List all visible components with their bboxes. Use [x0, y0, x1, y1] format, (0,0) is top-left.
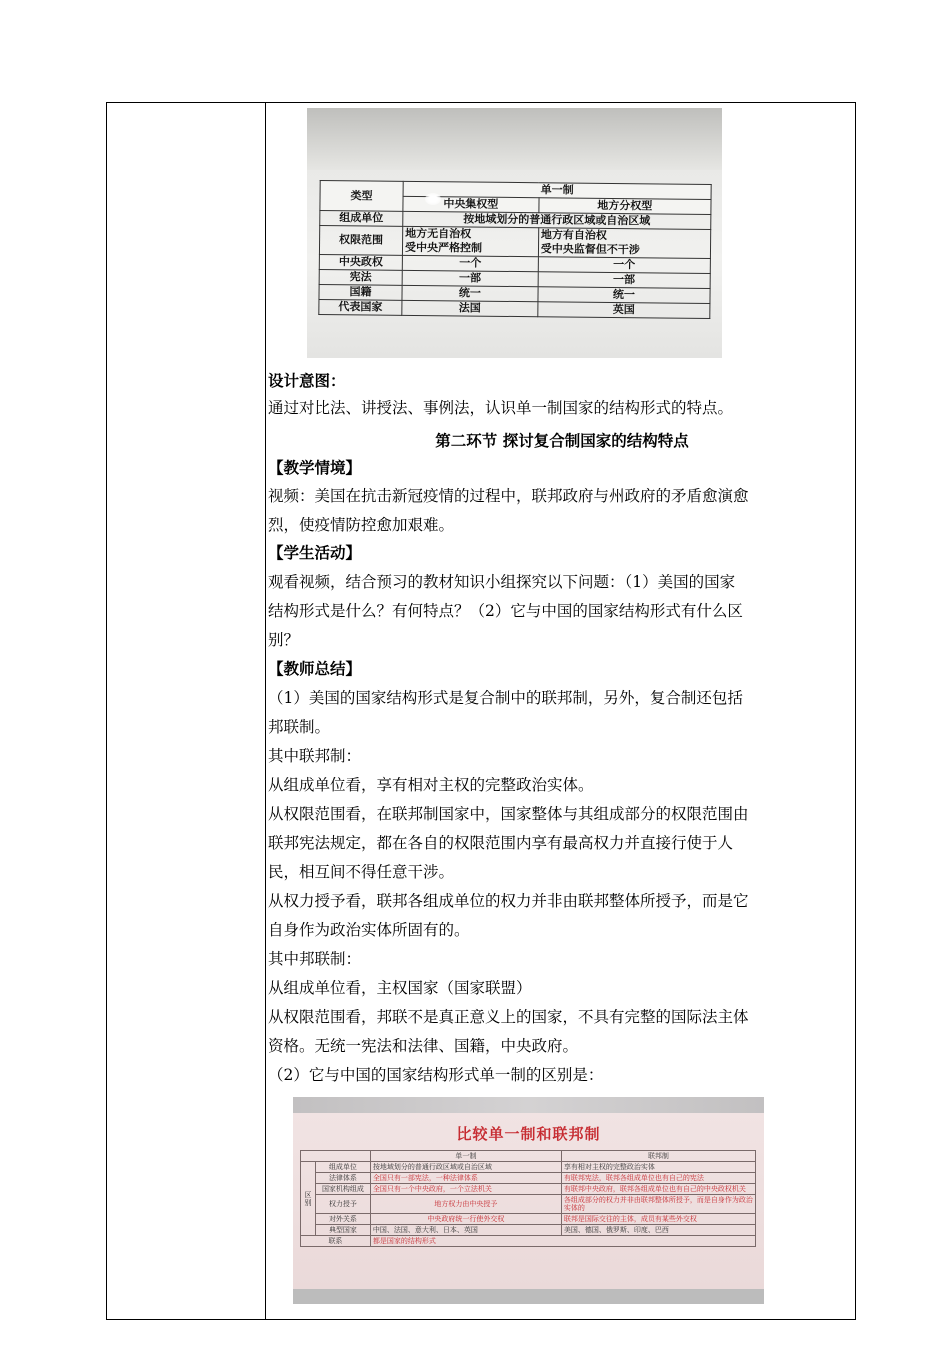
row-cell-a: 统一 [402, 285, 538, 301]
summary-line: 从权限范围看，在联邦制国家中，国家整体与其组成部分的权限范围由 [268, 805, 749, 823]
unitary-system-table [318, 180, 711, 319]
row-cell-b: 一个 [538, 257, 710, 274]
row-label: 法律体系 [316, 1173, 371, 1184]
activity-heading: 【学生活动】 [268, 544, 362, 562]
summary-line: 其中联邦制： [268, 747, 362, 765]
row-cell-b: 享有相对主权的完整政治实体 [561, 1162, 755, 1173]
summary-line: 从权力授予看，联邦各组成单位的权力并非由联邦整体所授予，而是它 [268, 892, 749, 910]
row-cell-a: 地方无自治权 受中央严格控制 [402, 226, 538, 256]
design-text: 通过对比法、讲授法、事例法，认识单一制国家的结构形式的特点。 [268, 399, 734, 417]
light-glare [425, 193, 441, 205]
row-cell-a: 全国只有一个中央政府，一个立法机关 [370, 1184, 561, 1195]
row-label: 国籍 [319, 284, 402, 300]
taskbar-strip [293, 1289, 764, 1304]
row-cell-b: 有联邦中央政府，联邦各组成单位也有自己的中央政权机关 [561, 1184, 755, 1195]
row-cell-b: 英国 [538, 302, 710, 319]
row-cell-b: 一部 [538, 272, 710, 289]
header-unitary: 单一制 [403, 181, 711, 199]
summary-line: 邦联制。 [268, 718, 331, 736]
summary-line: 资格。无统一宪法和法律、国籍，中央政府。 [268, 1037, 579, 1055]
photo-shadow [307, 108, 722, 170]
row-cell-a: 中央政府统一行使外交权 [370, 1214, 561, 1225]
comparison-slide-photo [293, 1097, 764, 1304]
link-label: 联系 [301, 1236, 371, 1247]
activity-line: 观看视频，结合预习的教材知识小组探究以下问题：（1）美国的国家 [268, 573, 736, 591]
design-heading: 设计意图： [268, 372, 346, 390]
subheader-decentralized: 地方分权型 [539, 198, 711, 215]
col-unitary: 单一制 [370, 1151, 561, 1162]
header-type: 类型 [320, 180, 403, 211]
summary-line: 从组成单位看，主权国家（国家联盟） [268, 979, 532, 997]
row-cell-a: 法国 [402, 300, 538, 316]
toolbar-strip [293, 1097, 764, 1113]
activity-line: 结构形式是什么？有何特点？（2）它与中国的国家结构形式有什么区 [268, 602, 743, 620]
summary-line: 从组成单位看，享有相对主权的完整政治实体。 [268, 776, 594, 794]
unitary-system-table-photo [307, 108, 722, 358]
row-cell-b: 各组成部分的权力并非由联邦整体所授予，而是自身作为政治实体的 [561, 1195, 755, 1214]
row-label: 权限范围 [319, 225, 402, 255]
section-title: 第二环节 探讨复合制国家的结构特点 [435, 432, 689, 450]
row-label: 对外关系 [316, 1214, 371, 1225]
situation-line: 视频：美国在抗击新冠疫情的过程中，联邦政府与州政府的矛盾愈演愈 [268, 487, 749, 505]
comparison-table [300, 1150, 756, 1247]
summary-line: 自身作为政治实体所固有的。 [268, 921, 470, 939]
row-label: 中央政权 [319, 254, 402, 270]
side-label: 区别 [301, 1162, 316, 1236]
col-federal: 联邦制 [561, 1151, 755, 1162]
summary-line: 其中邦联制： [268, 950, 362, 968]
link-text: 都是国家的结构形式 [370, 1236, 755, 1247]
activity-line: 别？ [268, 631, 300, 649]
row-cell-a: 全国只有一部宪法，一种法律体系 [370, 1173, 561, 1184]
corner-cell [301, 1151, 371, 1162]
summary-line: 联邦宪法规定，都在各自的权限范围内享有最高权力并直接行使于人 [268, 834, 734, 852]
subheader-centralized: 中央集权型 [403, 196, 539, 212]
row-cell-b: 统一 [538, 287, 710, 304]
row-label: 典型国家 [316, 1225, 371, 1236]
summary-line: 民，相互间不得任意干涉。 [268, 863, 455, 881]
situation-line: 烈，使疫情防控愈加艰难。 [268, 516, 455, 534]
row-cell-a: 按地域划分的普通行政区域或自治区域 [370, 1162, 561, 1173]
column-divider [265, 102, 266, 1320]
row-cell-b: 联邦是国际交往的主体，成员有某些外交权 [561, 1214, 755, 1225]
row-cell-b: 美国、德国、俄罗斯、印度、巴西 [561, 1225, 755, 1236]
slide-title: 比较单一制和联邦制 [456, 1125, 601, 1143]
row-merged-cell: 按地域划分的普通行政区域或自治区域 [403, 211, 711, 229]
row-cell-a: 一个 [402, 255, 538, 271]
row-label: 代表国家 [319, 299, 402, 315]
row-label: 组成单位 [320, 210, 403, 226]
row-label: 组成单位 [316, 1162, 371, 1173]
row-cell-b: 地方有自治权 受中央监督但不干涉 [538, 228, 711, 259]
row-label: 宪法 [319, 269, 402, 285]
summary-heading: 【教师总结】 [268, 660, 362, 678]
row-label: 国家机构组成 [316, 1184, 371, 1195]
situation-heading: 【教学情境】 [268, 459, 362, 477]
slide-area [293, 1113, 764, 1289]
row-cell-a: 一部 [402, 270, 538, 286]
summary-line: （1）美国的国家结构形式是复合制中的联邦制，另外，复合制还包括 [268, 689, 743, 707]
summary-line: 从权限范围看，邦联不是真正意义上的国家，不具有完整的国际法主体 [268, 1008, 749, 1026]
row-label: 权力授予 [316, 1195, 371, 1214]
row-cell-a: 中国、法国、意大利、日本、英国 [370, 1225, 561, 1236]
row-cell-a: 地方权力由中央授予 [370, 1195, 561, 1214]
summary-line: （2）它与中国的国家结构形式单一制的区别是： [268, 1066, 604, 1084]
row-cell-b: 有联邦宪法，联邦各组成单位也有自己的宪法 [561, 1173, 755, 1184]
